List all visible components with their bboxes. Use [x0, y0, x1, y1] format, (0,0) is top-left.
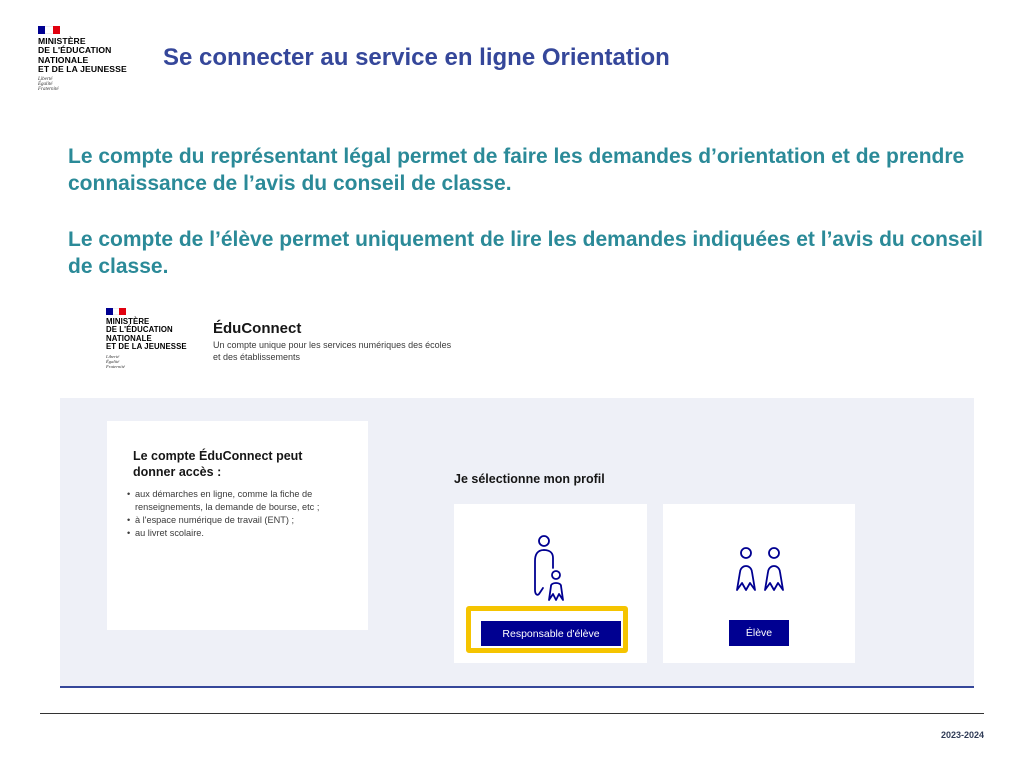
republic-motto [106, 354, 187, 369]
ministry-line: NATIONALE [106, 333, 152, 343]
profile-selection-label: Je sélectionne mon profil [454, 472, 605, 486]
info-card [107, 421, 368, 630]
profile-card-student[interactable] [663, 504, 855, 663]
republic-motto [38, 77, 127, 93]
ministry-line: NATIONALE [38, 54, 89, 65]
motto-line: Fraternité [38, 87, 59, 93]
motto-line: Liberté [106, 353, 120, 359]
student-profile-button[interactable]: Élève [729, 620, 789, 646]
republic-flag-icon [106, 308, 126, 315]
profile-card-parent[interactable] [454, 504, 647, 663]
info-list-item: • aux démarches en ligne, comme la fiche de renseignements, la demande de bourse, etc ; [129, 488, 357, 514]
educonnect-tagline: Un compte unique pour les services numériques des écoles et des établissements [213, 340, 452, 362]
motto-line: Liberté [38, 76, 53, 82]
ministry-line: ET DE LA JEUNESSE [38, 64, 127, 75]
info-list-item: • à l'espace numérique de travail (ENT) ; [129, 514, 357, 527]
educonnect-name: ÉduConnect [213, 320, 302, 337]
ministry-logo [38, 26, 127, 93]
ministry-line: MINISTÈRE [106, 317, 150, 326]
motto-line: Fraternité [106, 363, 125, 369]
educonnect-brand [213, 320, 453, 363]
motto-line: Égalité [106, 358, 120, 364]
page-title: Se connecter au service en ligne Orientation [163, 44, 670, 71]
students-icon [733, 544, 787, 594]
intro-paragraph-legal-rep: Le compte du représentant légal permet de faire les demandes d’orientation et de prendre connaissance de l’avis du conseil de classe. [68, 145, 965, 195]
educonnect-ministry-logo [106, 308, 187, 369]
footer-divider [40, 713, 984, 714]
republic-flag-icon [38, 26, 60, 34]
info-list-item: • au livret scolaire. [129, 527, 357, 540]
ministry-name [106, 318, 187, 352]
ministry-line: DE L'ÉDUCATION [38, 45, 112, 56]
intro-paragraph-student: Le compte de l’élève permet uniquement de lire les demandes indiquées et l’avis du conseil de classe. [68, 228, 983, 278]
ministry-line: DE L'ÉDUCATION [106, 325, 173, 335]
ministry-name [38, 37, 127, 75]
ministry-line: MINISTÈRE [38, 36, 86, 46]
ministry-line: ET DE LA JEUNESSE [106, 342, 187, 352]
motto-line: Égalité [38, 82, 53, 88]
parent-child-icon [531, 534, 571, 604]
info-list [129, 488, 357, 540]
info-title: Le compte ÉduConnect peut donner accès : [133, 449, 303, 479]
footer-year: 2023-2024 [940, 730, 984, 740]
parent-profile-button[interactable]: Responsable d'élève [481, 621, 621, 646]
